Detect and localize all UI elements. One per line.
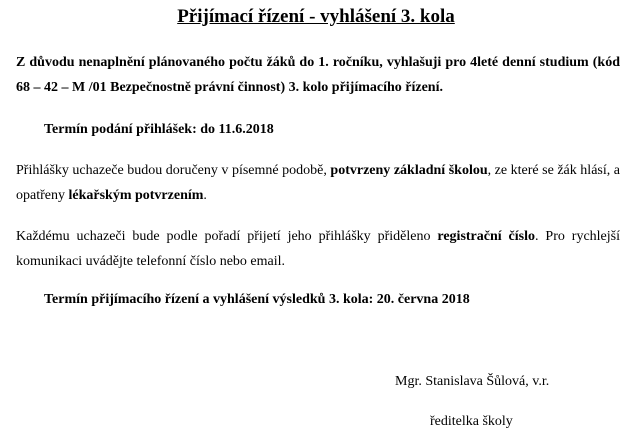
delivery-text-2: , ze které se žák hlásí, a opatřeny	[16, 163, 621, 203]
delivery-text-1: Přihlášky uchazeče budou doručeny v písemné podobě,	[16, 163, 331, 178]
delivery-bold-school: potvrzeny základní školou	[330, 163, 488, 178]
registration-text-2: . Pro rychlejší komunikaci uvádějte telefonní číslo nebo email.	[16, 229, 620, 269]
delivery-text-3: .	[203, 188, 207, 203]
document-title: Přijímací řízení - vyhlášení 3. kola	[177, 6, 455, 27]
registration-bold-number: registrační číslo	[437, 229, 536, 244]
application-deadline: Termín podání přihlášek: do 11.6.2018	[44, 122, 274, 137]
results-date: Termín přijímacího řízení a vyhlášení výsledků 3. kola: 20. června 2018	[44, 292, 470, 307]
intro-paragraph: Z důvodu nenaplnění plánovaného počtu žáků do 1. ročníku, vyhlašuji pro 4leté denní studium (kód 68 – 42 – M /01 Bezpečnostně právní činnost) 3. kolo přijímacího řízení.	[16, 55, 620, 95]
delivery-bold-medical: lékařským potvrzením	[68, 188, 204, 203]
signature-role: ředitelka školy	[430, 414, 513, 429]
delivery-paragraph	[16, 158, 620, 208]
registration-paragraph	[16, 224, 620, 274]
signature-name: Mgr. Stanislava Šůlová, v.r.	[395, 374, 550, 389]
registration-text-1: Každému uchazeči bude podle pořadí přijetí jeho přihlášky přiděleno	[16, 229, 438, 244]
